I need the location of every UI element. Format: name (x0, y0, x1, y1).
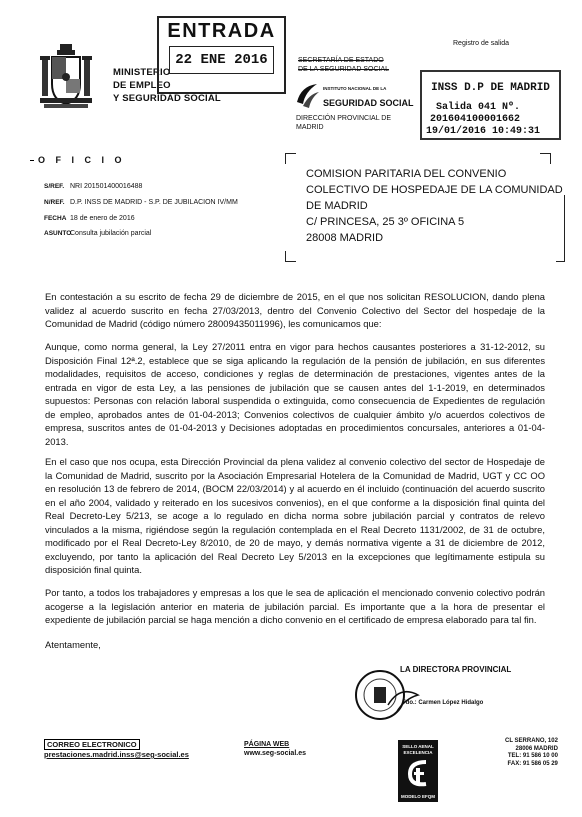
closing (45, 638, 545, 652)
inss-stamp-datetime: 19/01/2016 10:49:31 (426, 126, 541, 137)
sello-line: MODELO EFQM (401, 794, 435, 799)
email-label: CORREO ELECTRONICO (44, 739, 140, 750)
seguridad-social-logo-icon (295, 82, 321, 108)
secretaria-estado (298, 56, 389, 74)
inss-salida-stamp (420, 70, 561, 140)
oficio-rule (30, 160, 34, 161)
meta-key: S/REF. (44, 183, 65, 190)
meta-nref (44, 199, 238, 206)
paragraph-text: En contestación a su escrito de fecha 29 de diciembre de 2015, en el que nos solicitan RESOLUCION, dando plena validez al acuerdo suscrito en fecha 27/03/2013, dentro del Convenio Colectivo del Sector del hospedaje de la Comunidad de Madrid (código número 28009435011996), les comunicamos que: (45, 291, 545, 329)
address-corner (285, 153, 296, 164)
registro-salida-label: Registro de salida (453, 40, 510, 47)
entrada-title: ENTRADA (167, 20, 276, 42)
footer-web-block (244, 740, 306, 758)
meta-value: NRI 201501400016488 (70, 183, 143, 190)
sello-line: SELLO AENAL (402, 744, 434, 749)
footer-address-line: TEL: 91 586 10 00 (507, 753, 558, 759)
paragraph-intro (45, 290, 545, 331)
paragraph-text: En el caso que nos ocupa, esta Dirección Provincial da plena validez al convenio colectivo del sector de Hospedaje de la Comunidad de Madrid, suscrito por la Asociación Empresarial Hotelera de la Comunidad de Madrid, UGT y CC OO en resolución 13 de febrero de 2014, (BOCM 22/03/2014) y al acuerdo en él incluido (continuación del acuerdo suscrito en el año 2004, validado y reiterado en los sucesivos convenios), en el que conforme a la disposición final quinta del Real Decreto-Ley 5/213, se acoge a lo regulado en dicha norma sobre jubilación parcial y contratos de relevo vinculados a la misma, rigiéndose según la regulación contemplada en el Real Decreto 1131/2002, de 31 de octubre, modificado por el Real Decreto-Ley 8/2010, de 20 de mayo, y demás normativa vigente a 31 de diciembre de 2012, excluyendo, por tanto la aplicación del Real Decreto Ley 5/2013 en la excepciones que legítimamente estipula su disposición final quinta. (45, 456, 545, 575)
signatory-name: Fdo.: Carmen López Hidalgo (402, 700, 484, 706)
direccion-line: MADRID (296, 124, 324, 131)
ministry-line: MINISTERIO (113, 67, 171, 78)
oficio-heading: O F I C I O (38, 155, 126, 165)
coat-of-arms-icon (40, 44, 92, 110)
address-corner (540, 153, 551, 164)
direccion-line: DIRECCIÓN PROVINCIAL DE (296, 115, 392, 122)
efqm-seal-badge (398, 740, 438, 802)
address-line: COMISION PARITARIA DEL CONVENIO (306, 168, 507, 180)
address-line: C/ PRINCESA, 25 3º OFICINA 5 (306, 216, 465, 228)
direccion-provincial (296, 114, 391, 132)
inss-stamp-number: 201604100001662 (430, 114, 521, 125)
meta-key: N/REF. (44, 199, 65, 206)
paragraph-conclusion (45, 586, 545, 627)
paragraph-ley (45, 340, 545, 448)
footer-email-block (44, 740, 189, 760)
web-link[interactable]: www.seg-social.es (244, 750, 306, 757)
meta-asunto (44, 230, 151, 237)
meta-value: Consulta jubilación parcial (70, 230, 152, 237)
ss-name: SEGURIDAD SOCIAL (323, 98, 414, 108)
footer-address-line: 28006 MADRID (515, 745, 558, 752)
official-seal-icon (352, 665, 420, 721)
efqm-logo-icon (406, 758, 430, 788)
meta-value: D.P. INSS DE MADRID - S.P. DE JUBILACION IV/MM (70, 199, 238, 206)
inss-stamp-title: INSS D.P DE MADRID (431, 82, 550, 94)
footer-address-line: FAX: 91 586 05 29 (507, 760, 558, 767)
ministry-line: DE EMPLEO (113, 80, 171, 91)
ministry-line: Y SEGURIDAD SOCIAL (113, 93, 221, 104)
secretaria-line: DE LA SEGURIDAD SOCIAL (298, 66, 390, 73)
entrada-stamp (157, 16, 286, 94)
closing-text: Atentamente, (45, 639, 101, 650)
meta-sref (44, 183, 142, 190)
paragraph-text: Por tanto, a todos los trabajadores y empresas a los que le sea de aplicación el mencionado convenio colectivo podrán acogerse a la legislación anterior en materia de jubilación parcial. Es importante que a la hora de presentar el expediente de jubilación parcial se haga mención a dicho convenio en el certificado de empresa elaborado para tal fin. (45, 587, 545, 625)
address-line: COLECTIVO DE HOSPEDAJE DE LA COMUNIDAD (306, 184, 563, 196)
address-line: DE MADRID (306, 200, 368, 212)
footer-address-line: CL SERRANO, 102 (505, 738, 558, 744)
ss-small-label: INSTITUTO NACIONAL DE LA (323, 86, 387, 91)
meta-fecha (44, 215, 135, 222)
meta-key: FECHA (44, 215, 67, 222)
email-link[interactable]: prestaciones.madrid.inss@seg-social.es (44, 750, 189, 759)
web-label: PÁGINA WEB (244, 741, 290, 748)
paragraph-text: Aunque, como norma general, la Ley 27/2011 entra en vigor para hechos causantes posteriores a 31-12-2012, su Disposición Final 12ª.2, establece que se siga aplicando la regulación de la pensión de jubilación, en sus diferentes modalidades, requisitos de acceso, condiciones y reglas de determinación de prestaciones, vigentes antes de la entrada en vigor de esta Ley, a las pensiones de jubilación que se causen antes del 1-1-2019, en determinados supuestos: Personas con relación laboral suspendida o extinguida, como consecuencia de Expedientes de regulación de empleo, aprobados antes de 01-04-2013; Convenios colectivos de cualquier ámbito y/o acuerdos colectivos de empresa, suscritos antes de 01-04-2013 y Decisiones adoptadas en procedimientos concursales, anteriores a 01-04-2013. (45, 341, 545, 447)
signature-title: LA DIRECTORA PROVINCIAL (400, 665, 512, 674)
meta-value: 18 de enero de 2016 (70, 215, 135, 222)
footer-address (505, 738, 558, 768)
secretaria-line: SECRETARÍA DE ESTADO (298, 57, 384, 64)
recipient-address (306, 166, 563, 246)
address-corner (285, 251, 296, 262)
meta-key: ASUNTO (44, 230, 72, 237)
entrada-date: 22 ENE 2016 (169, 46, 274, 74)
address-line: 28008 MADRID (306, 232, 384, 244)
inss-stamp-salida: Salida 041 Nº. (436, 102, 521, 113)
paragraph-caso (45, 455, 545, 577)
sello-line: EXCELENCIA (403, 750, 433, 755)
